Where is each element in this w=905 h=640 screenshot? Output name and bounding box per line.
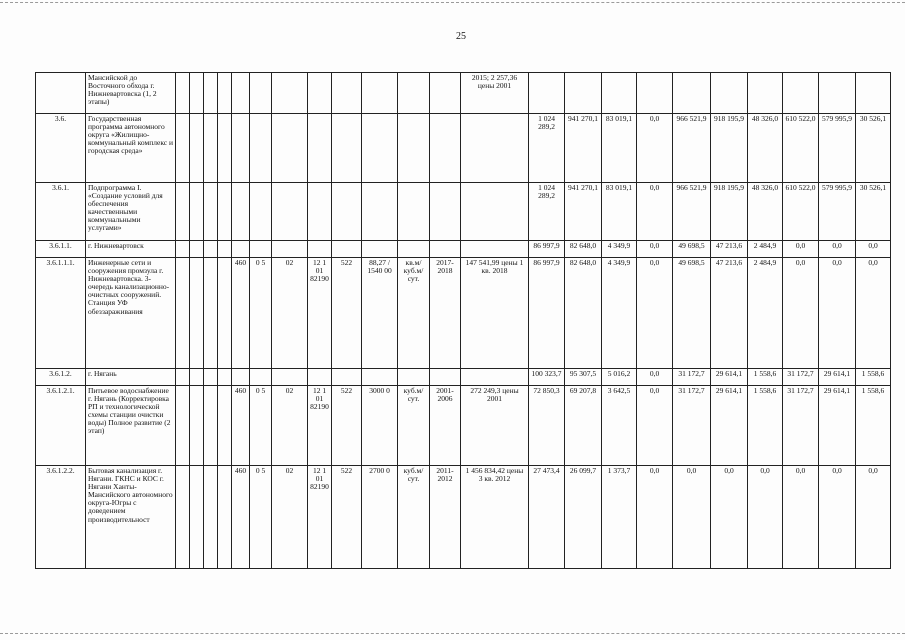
row-number: 3.6.1.1.1. (36, 258, 86, 369)
estimated-cost (461, 183, 529, 241)
row-number: 3.6.1.1. (36, 241, 86, 258)
row-number: 3.6. (36, 114, 86, 183)
scan-bottom-edge (0, 633, 905, 634)
object-name: Подпрограмма I. «Создание условий для обеспечения качественными коммунальными услугами» (86, 183, 176, 241)
table-row: 3.6.1. Подпрограмма I. «Создание условий для обеспечения качественными коммунальными услугами» 1 024 289,2 941 270,1 83 019,1 0,0 966 521,9 918 195,9 48 326,0 610 522,0 579 995,9 30 526,1 (36, 183, 891, 241)
table-row (36, 73, 891, 114)
table-row: 3.6.1.2.2. Бытовая канализация г. Нягани. ГКНС и КОС г. Нягани Ханты-Мансийского автономного округа-Югры с доведением производительност 460 0 5 02 12 1 01 82190 522 2700 0 куб.м/ сут. 2011-2012 1 456 834,42 цены 3 кв. 2012 27 473,4 26 099,7 1 373,7 0,0 0,0 0,0 0,0 0,0 0,0 0,0 (36, 466, 891, 569)
row-number: 3.6.1. (36, 183, 86, 241)
page-number: 25 (456, 31, 466, 42)
object-name: Мансийской до Восточного обхода г. Нижневартовска (1, 2 этапы) (86, 73, 176, 114)
estimated-cost (461, 241, 529, 258)
object-name: Государственная программа автономного округа «Жилищно-коммунальный комплекс и городская среда» (86, 114, 176, 183)
estimated-cost: 1 456 834,42 цены 3 кв. 2012 (461, 466, 529, 569)
row-number: 3.6.1.2. (36, 369, 86, 386)
object-name: Инженерные сети и сооружения промзула г. Нижневартовска. 3-очередь канализационно-очистных сооружений. Станция УФ обеззараживания (86, 258, 176, 369)
estimated-cost: 272 249,3 цены 2001 (461, 386, 529, 466)
object-name: г. Нижневартовск (86, 241, 176, 258)
row-number (36, 73, 86, 114)
estimated-cost: 2015; 2 257,36 цены 2001 (461, 73, 529, 114)
investment-table (35, 72, 891, 569)
table-row: 3.6.1.1.1. Инженерные сети и сооружения промзула г. Нижневартовска. 3-очередь канализационно-очистных сооружений. Станция УФ обеззараживания 460 0 5 02 12 1 01 82190 522 88,27 / 1540 00 кв.м/ куб.м/ сут. 2017-2018 147 541,99 цены 1 кв. 2018 86 997,9 82 648,0 4 349,9 0,0 49 698,5 47 213,6 2 484,9 0,0 0,0 0,0 (36, 258, 891, 369)
row-number: 3.6.1.2.2. (36, 466, 86, 569)
estimated-cost (461, 369, 529, 386)
table-row: 3.6.1.1. г. Нижневартовск 86 997,9 82 648,0 4 349,9 0,0 49 698,5 47 213,6 2 484,9 0,0 0,0 0,0 (36, 241, 891, 258)
table-row: 3.6.1.2.1. Питьевое водоснабжение г. Нягань (Корректировка РП и технологической схемы станции очистки воды) Полное развитие (2 этап) 460 0 5 02 12 1 01 82190 522 3000 0 куб.м/ сут. 2001-2006 272 249,3 цены 2001 72 850,3 69 207,8 3 642,5 0,0 31 172,7 29 614,1 1 558,6 31 172,7 29 614,1 1 558,6 (36, 386, 891, 466)
table-row: 3.6. Государственная программа автономного округа «Жилищно-коммунальный комплекс и городская среда» 1 024 289,2 941 270,1 83 019,1 0,0 966 521,9 918 195,9 48 326,0 610 522,0 579 995,9 30 526,1 (36, 114, 891, 183)
object-name: Питьевое водоснабжение г. Нягань (Корректировка РП и технологической схемы станции очистки воды) Полное развитие (2 этап) (86, 386, 176, 466)
estimated-cost: 147 541,99 цены 1 кв. 2018 (461, 258, 529, 369)
scan-top-edge (0, 2, 905, 3)
estimated-cost (461, 114, 529, 183)
row-number: 3.6.1.2.1. (36, 386, 86, 466)
object-name: Бытовая канализация г. Нягани. ГКНС и КОС г. Нягани Ханты-Мансийского автономного округа-Югры с доведением производительност (86, 466, 176, 569)
object-name: г. Нягань (86, 369, 176, 386)
table-row: 3.6.1.2. г. Нягань 100 323,7 95 307,5 5 016,2 0,0 31 172,7 29 614,1 1 558,6 31 172,7 29 614,1 1 558,6 (36, 369, 891, 386)
